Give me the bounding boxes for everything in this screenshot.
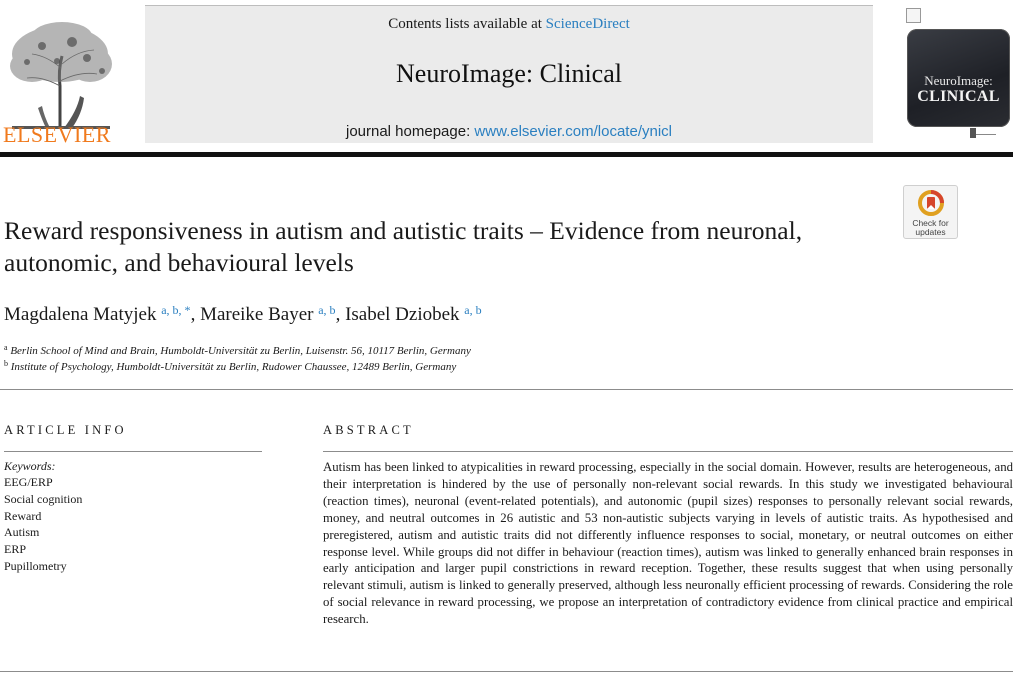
- keyword-item[interactable]: Reward: [4, 509, 42, 523]
- article-info-divider: [4, 451, 262, 452]
- affiliation-a: [4, 343, 471, 357]
- author-separator: ,: [190, 304, 201, 325]
- section-divider: [0, 389, 1013, 390]
- keyword-item[interactable]: Social cognition: [4, 492, 83, 506]
- keyword-item[interactable]: Autism: [4, 525, 40, 539]
- affiliation-mark: a: [4, 343, 8, 352]
- keyword-item[interactable]: EEG/ERP: [4, 475, 53, 489]
- author-name[interactable]: Isabel Dziobek: [345, 304, 460, 325]
- check-updates-line2: updates: [915, 227, 946, 237]
- keyword-item[interactable]: Pupillometry: [4, 559, 67, 573]
- journal-homepage-link[interactable]: www.elsevier.com/locate/ynicl: [474, 123, 672, 140]
- keyword-item[interactable]: ERP: [4, 542, 27, 556]
- author-affiliation-marks[interactable]: a, b, *: [161, 303, 191, 317]
- author-affiliation-marks[interactable]: a, b: [318, 303, 336, 317]
- check-updates-icon: [917, 189, 945, 217]
- abstract-divider: [323, 451, 1013, 452]
- keywords-label: Keywords:: [4, 459, 56, 473]
- journal-name: NeuroImage: Clinical: [396, 59, 622, 88]
- homepage-prefix: journal homepage:: [345, 123, 475, 140]
- article-title: Reward responsiveness in autism and autistic traits – Evidence from neuronal, autonomic, and behavioural levels: [4, 216, 803, 277]
- author-name[interactable]: Mareike Bayer: [200, 304, 314, 325]
- cover-thumbnail-icon: [906, 8, 921, 23]
- bottom-divider: [0, 671, 1013, 672]
- abstract-heading: ABSTRACT: [323, 423, 414, 437]
- cover-decoration-line: [976, 134, 996, 135]
- author-name[interactable]: Magdalena Matyjek: [4, 304, 157, 325]
- homepage-line: [145, 123, 873, 140]
- affiliation-text: Berlin School of Mind and Brain, Humboldt-Universität zu Berlin, Luisenstr. 56, 10117 Berlin, Germany: [10, 345, 471, 357]
- publisher-name: ELSEVIER: [3, 122, 111, 147]
- check-updates-line1: Check for: [912, 218, 949, 228]
- affiliation-text: Institute of Psychology, Humboldt-Universität zu Berlin, Rudower Chaussee, 12489 Berlin, Germany: [10, 361, 457, 373]
- cover-decoration: [970, 128, 976, 138]
- affiliation-mark: b: [4, 359, 8, 368]
- cover-title-line2: CLINICAL: [917, 88, 1000, 105]
- sciencedirect-link[interactable]: ScienceDirect: [545, 16, 630, 32]
- author-list: [4, 303, 482, 326]
- abstract-text: Autism has been linked to atypicalities in reward processing, especially in the social domain. However, results are heterogeneous, and their interpretation is hindered by the use of personally non-relevant social rewards. In this study we investigated behavioural (reaction times), neuronal (event-related potentials), and autonomic (pupil sizes) responses to personally relevant social rewards, money, and neutral outcomes in 26 autistic and 53 non-autistic subjects varying in levels of autistic traits. As hypothesised and preregistered, autism and autistic traits did not differently influence responses to social, monetary, or neutral outcomes on either response level. While groups did not differ in behaviour (reaction times), autism was linked to generally enhanced brain responses in early anticipation and larger pupil constrictions in reward reception. Together, these results suggest that when using personally relevant stimuli, autism is linked to generally preserved, although less neuronally efficient processing of rewards. Considering the role of social relevance in reward processing, we propose an interpretation of contradictory evidence from clinical practice and empirical research.: [323, 460, 1013, 627]
- check-for-updates-button[interactable]: [903, 185, 958, 239]
- author-separator: ,: [335, 304, 346, 325]
- contents-prefix: Contents lists available at: [388, 16, 546, 32]
- affiliation-b: [4, 359, 456, 373]
- cover-title-line1: NeuroImage:: [924, 73, 993, 88]
- article-info-heading: ARTICLE INFO: [4, 423, 127, 437]
- author-affiliation-marks[interactable]: a, b: [464, 303, 482, 317]
- check-updates-label: [904, 219, 957, 237]
- header-divider: [0, 152, 1013, 157]
- journal-cover-image[interactable]: [907, 29, 1010, 127]
- contents-line: [145, 16, 873, 33]
- journal-header-box: [145, 5, 873, 143]
